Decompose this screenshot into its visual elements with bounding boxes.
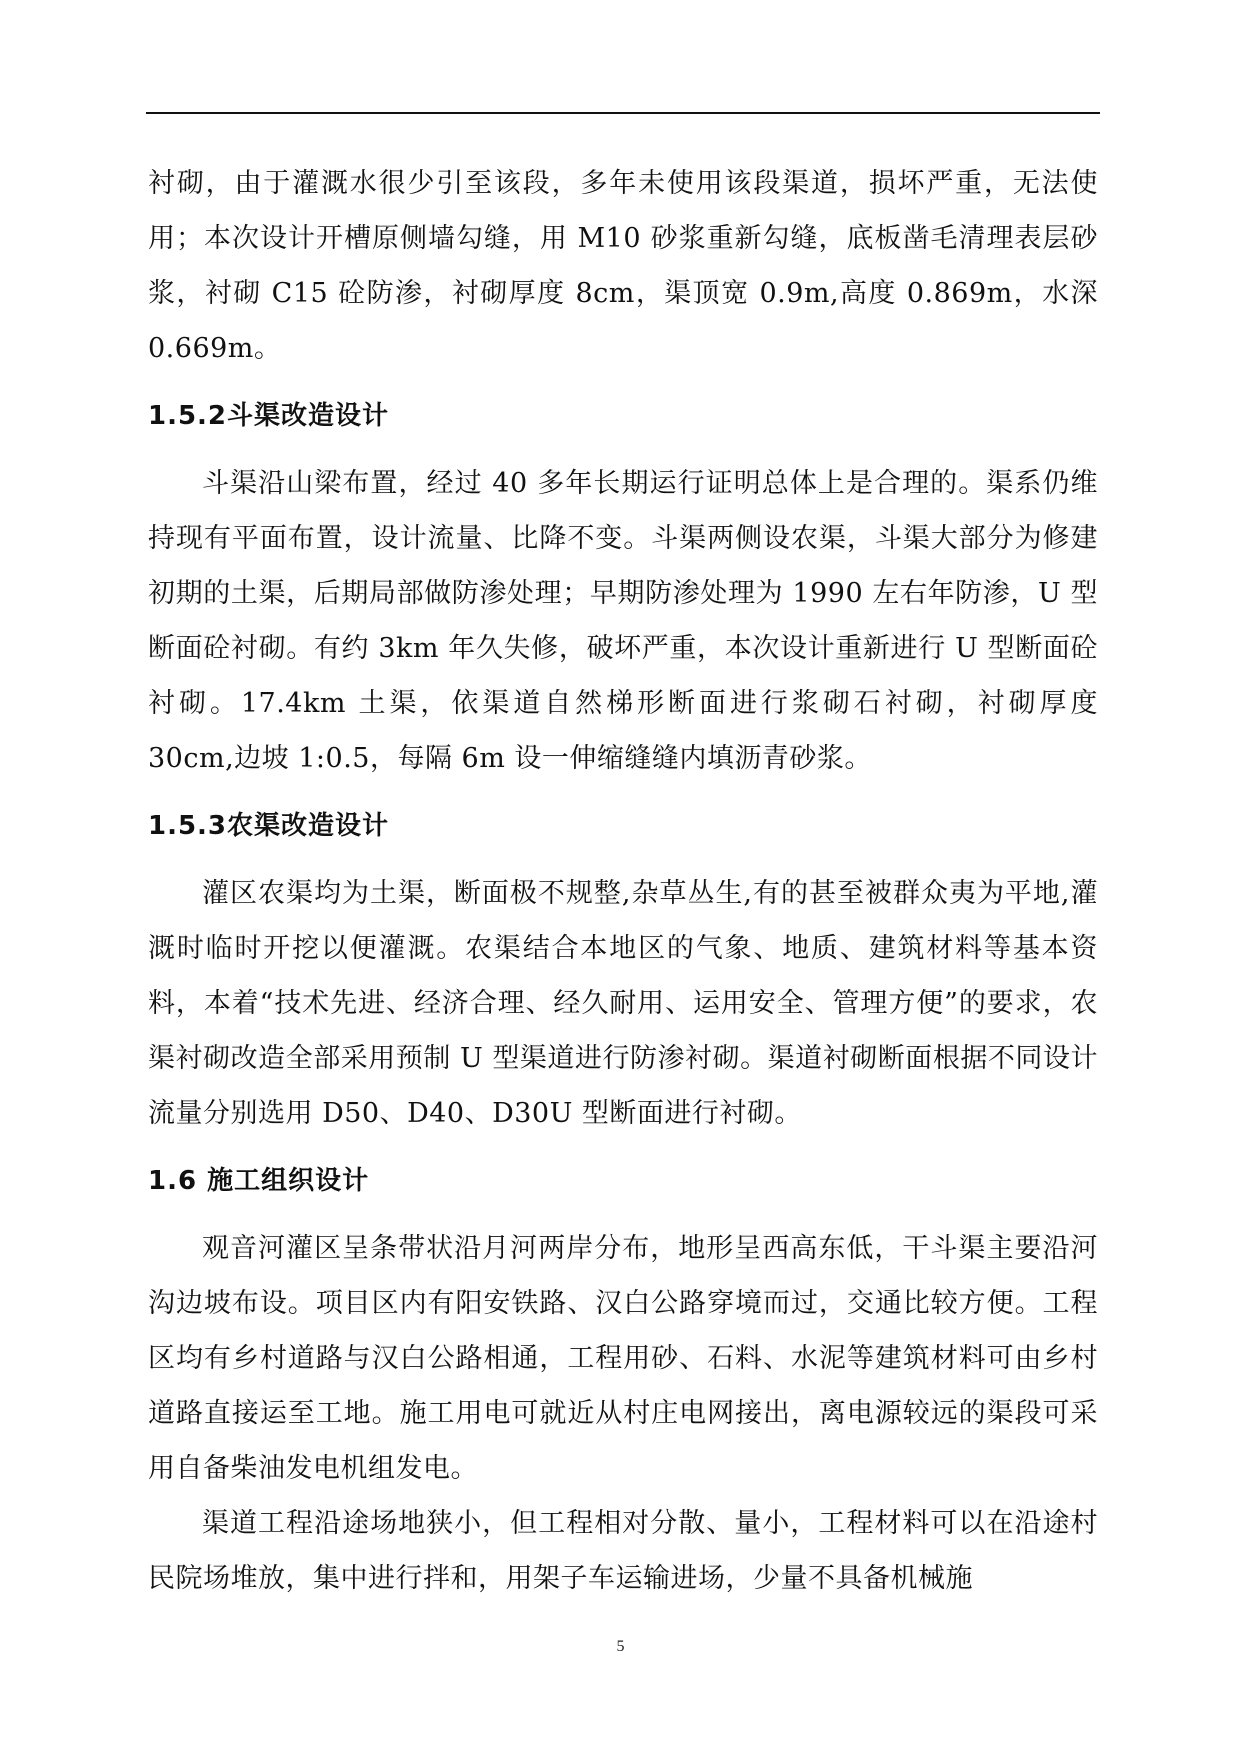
paragraph-construction-site: 渠道工程沿途场地狭小，但工程相对分散、量小，工程材料可以在沿途村民院场堆放，集中进行拌和，用架子车运输进场，少量不具备机械施 bbox=[148, 1508, 1098, 1594]
section-heading-1-6: 1.6 施工组织设计 bbox=[148, 1166, 370, 1196]
paragraph-branch-canal: 斗渠沿山梁布置，经过 40 多年长期运行证明总体上是合理的。渠系仍维持现有平面布置，设计流量、比降不变。斗渠两侧设农渠，斗渠大部分为修建初期的土渠，后期局部做防渗处理；早期防渗处理为 1990 左右年防渗，U 型断面砼衬砌。有约 3km 年久失修，破坏严重，本次设计重新进行 U 型断面砼衬砌。17.4km 土渠，依渠道自然梯形断面进行浆砌石衬砌，衬砌厚度 30cm,边坡 1:0.5，每隔 6m 设一伸缩缝缝内填沥青砂浆。 bbox=[148, 468, 1098, 774]
page-number: 5 bbox=[616, 1638, 625, 1655]
section-heading-1-5-3: 1.5.3农渠改造设计 bbox=[148, 811, 390, 841]
document-body bbox=[148, 156, 1098, 1606]
paragraph-farm-canal: 灌区农渠均为土渠，断面极不规整,杂草丛生,有的甚至被群众夷为平地,灌溉时临时开挖以便灌溉。农渠结合本地区的气象、地质、建筑材料等基本资料，本着“技术先进、经济合理、经久耐用、运用安全、管理方便”的要求，农渠衬砌改造全部采用预制 U 型渠道进行防渗衬砌。渠道衬砌断面根据不同设计流量分别选用 D50、D40、D30U 型断面进行衬砌。 bbox=[148, 878, 1098, 1129]
header-rule bbox=[146, 112, 1100, 114]
paragraph-lining-continuation: 衬砌，由于灌溉水很少引至该段，多年未使用该段渠道，损坏严重，无法使用；本次设计开槽原侧墙勾缝，用 M10 砂浆重新勾缝，底板凿毛清理表层砂浆，衬砌 C15 砼防渗，衬砌厚度 8cm，渠顶宽 0.9m,高度 0.869m，水深 0.669m。 bbox=[148, 168, 1098, 364]
paragraph-construction-organization: 观音河灌区呈条带状沿月河两岸分布，地形呈西高东低，干斗渠主要沿河沟边坡布设。项目区内有阳安铁路、汉白公路穿境而过，交通比较方便。工程区均有乡村道路与汉白公路相通，工程用砂、石料、水泥等建筑材料可由乡村道路直接运至工地。施工用电可就近从村庄电网接出，离电源较远的渠段可采用自备柴油发电机组发电。 bbox=[148, 1233, 1098, 1484]
section-heading-1-5-2: 1.5.2斗渠改造设计 bbox=[148, 401, 390, 431]
